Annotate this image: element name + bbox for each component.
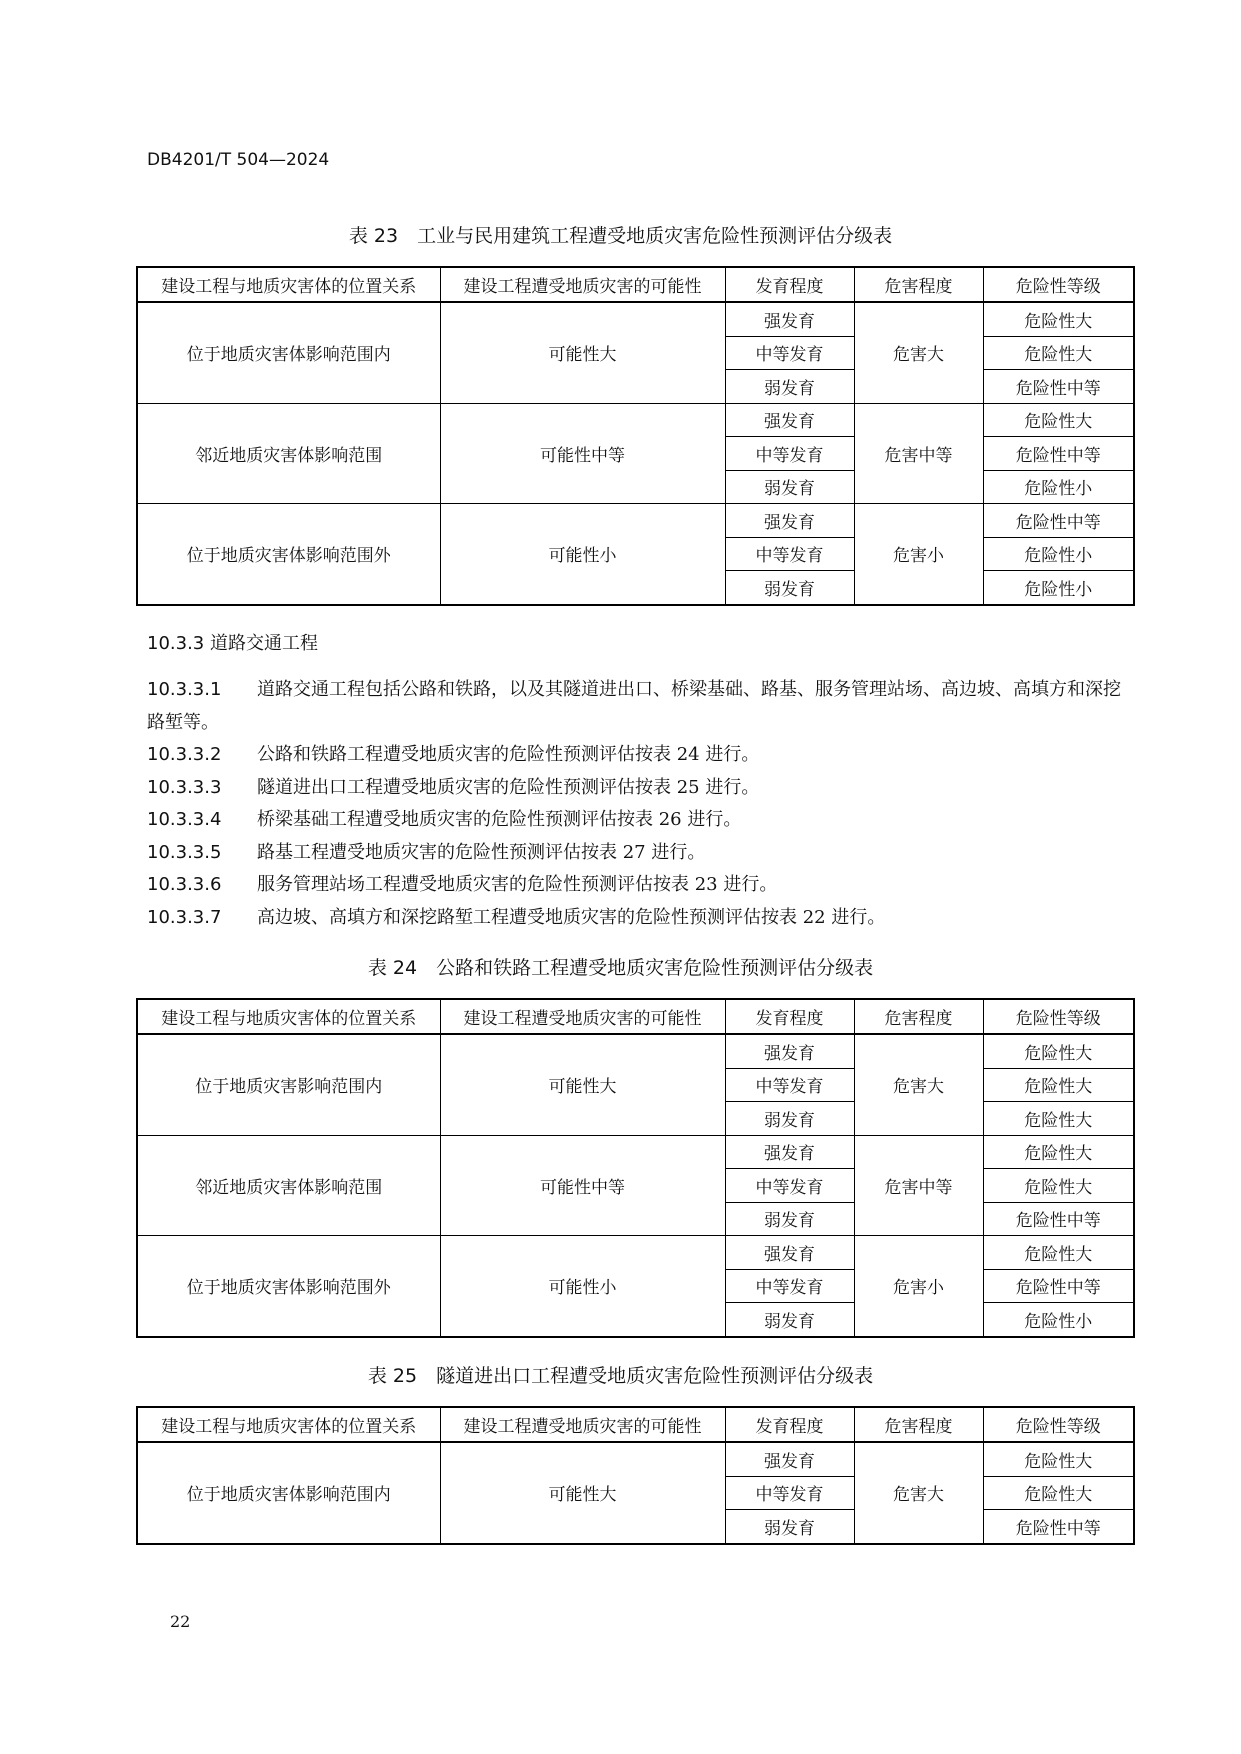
- development-cell: 弱发育: [725, 1510, 854, 1544]
- column-header: 危害程度: [854, 1407, 983, 1442]
- column-header: 危险性等级: [983, 267, 1134, 302]
- table-row: [137, 1442, 1134, 1476]
- column-header: 建设工程与地质灾害体的位置关系: [137, 1407, 440, 1442]
- table-row: [137, 1034, 1134, 1068]
- table-25: [136, 1406, 1135, 1545]
- development-cell: 强发育: [725, 302, 854, 336]
- development-cell: 弱发育: [725, 571, 854, 605]
- page-number: 22: [170, 1612, 191, 1631]
- development-cell: 弱发育: [725, 1202, 854, 1236]
- development-cell: 中等发育: [725, 1476, 854, 1510]
- table-row: [137, 1135, 1134, 1169]
- hazard-cell: 危害小: [854, 504, 983, 605]
- development-cell: 强发育: [725, 1034, 854, 1068]
- possibility-cell: 可能性大: [440, 1442, 725, 1544]
- paragraph: [147, 804, 1127, 837]
- risk-level-cell: 危险性大: [983, 1068, 1134, 1102]
- development-cell: 弱发育: [725, 1102, 854, 1136]
- risk-level-cell: 危险性中等: [983, 1269, 1134, 1303]
- position-cell: 邻近地质灾害体影响范围: [137, 403, 440, 504]
- development-cell: 中等发育: [725, 1068, 854, 1102]
- column-header: 建设工程与地质灾害体的位置关系: [137, 267, 440, 302]
- table-row: [137, 302, 1134, 336]
- clause-text: 服务管理站场工程遭受地质灾害的危险性预测评估按表 23 进行。: [257, 874, 778, 895]
- risk-level-cell: 危险性小: [983, 1303, 1134, 1337]
- clause-number: 10.3.3.3: [147, 776, 222, 798]
- risk-level-cell: 危险性大: [983, 336, 1134, 370]
- hazard-cell: 危害大: [854, 1442, 983, 1544]
- clause-text: 高边坡、高填方和深挖路堑工程遭受地质灾害的危险性预测评估按表 22 进行。: [257, 906, 886, 928]
- risk-level-cell: 危险性小: [983, 470, 1134, 504]
- table-23: [136, 266, 1135, 606]
- risk-level-cell: 危险性中等: [983, 370, 1134, 404]
- clause-number: 10.3.3.6: [147, 874, 222, 895]
- hazard-cell: 危害大: [854, 1034, 983, 1135]
- column-header: 危险性等级: [983, 999, 1134, 1034]
- position-cell: 位于地质灾害体影响范围外: [137, 504, 440, 605]
- development-cell: 强发育: [725, 1135, 854, 1169]
- development-cell: 强发育: [725, 403, 854, 437]
- clause-text: 桥梁基础工程遭受地质灾害的危险性预测评估按表 26 进行。: [257, 809, 742, 830]
- table-row: [137, 1236, 1134, 1270]
- development-cell: 弱发育: [725, 1303, 854, 1337]
- paragraph: [147, 902, 1127, 935]
- development-cell: 强发育: [725, 504, 854, 538]
- table-row: [137, 504, 1134, 538]
- column-header: 危害程度: [854, 267, 983, 302]
- table-23-title: 表 23 工业与民用建筑工程遭受地质灾害危险性预测评估分级表: [348, 225, 893, 247]
- risk-level-cell: 危险性大: [983, 1169, 1134, 1203]
- table-row: [137, 403, 1134, 437]
- risk-level-cell: 危险性大: [983, 1135, 1134, 1169]
- column-header: 危险性等级: [983, 1407, 1134, 1442]
- position-cell: 位于地质灾害影响范围内: [137, 1034, 440, 1135]
- possibility-cell: 可能性大: [440, 1034, 725, 1135]
- paragraph: [147, 772, 1127, 805]
- position-cell: 位于地质灾害体影响范围内: [137, 1442, 440, 1544]
- possibility-cell: 可能性大: [440, 302, 725, 403]
- clause-number: 10.3.3.7: [147, 906, 222, 928]
- column-header: 危害程度: [854, 999, 983, 1034]
- table-24-title: 表 24 公路和铁路工程遭受地质灾害危险性预测评估分级表: [367, 957, 874, 979]
- development-cell: 中等发育: [725, 537, 854, 571]
- development-cell: 弱发育: [725, 470, 854, 504]
- paragraph: [147, 837, 1127, 870]
- development-cell: 强发育: [725, 1236, 854, 1270]
- clause-number: 10.3.3.5: [147, 841, 222, 863]
- section-heading: 10.3.3 道路交通工程: [147, 633, 318, 654]
- position-cell: 位于地质灾害体影响范围内: [137, 302, 440, 403]
- paragraph: [147, 739, 1127, 772]
- development-cell: 中等发育: [725, 336, 854, 370]
- hazard-cell: 危害中等: [854, 403, 983, 504]
- possibility-cell: 可能性小: [440, 1236, 725, 1337]
- risk-level-cell: 危险性大: [983, 1102, 1134, 1136]
- position-cell: 位于地质灾害体影响范围外: [137, 1236, 440, 1337]
- clause-number: 10.3.3.1: [147, 679, 222, 700]
- risk-level-cell: 危险性中等: [983, 1510, 1134, 1544]
- column-header: 建设工程遭受地质灾害的可能性: [440, 999, 725, 1034]
- development-cell: 中等发育: [725, 1269, 854, 1303]
- possibility-cell: 可能性小: [440, 504, 725, 605]
- header-row: [137, 267, 1134, 302]
- column-header: 发育程度: [725, 1407, 854, 1442]
- possibility-cell: 可能性中等: [440, 403, 725, 504]
- header-row: [137, 999, 1134, 1034]
- possibility-cell: 可能性中等: [440, 1135, 725, 1236]
- risk-level-cell: 危险性中等: [983, 1202, 1134, 1236]
- column-header: 建设工程遭受地质灾害的可能性: [440, 267, 725, 302]
- development-cell: 强发育: [725, 1442, 854, 1476]
- header-row: [137, 1407, 1134, 1442]
- clause-text: 道路交通工程包括公路和铁路，以及其隧道进出口、桥梁基础、路基、服务管理站场、高边坡、高填方和深挖路堑等。: [147, 679, 1121, 733]
- development-cell: 中等发育: [725, 1169, 854, 1203]
- risk-level-cell: 危险性大: [983, 1034, 1134, 1068]
- risk-level-cell: 危险性中等: [983, 504, 1134, 538]
- column-header: 建设工程遭受地质灾害的可能性: [440, 1407, 725, 1442]
- document-code: DB4201/T 504—2024: [147, 150, 330, 170]
- table-25-title: 表 25 隧道进出口工程遭受地质灾害危险性预测评估分级表: [367, 1365, 874, 1387]
- clause-number: 10.3.3.2: [147, 744, 222, 765]
- clause-text: 隧道进出口工程遭受地质灾害的危险性预测评估按表 25 进行。: [257, 776, 760, 798]
- development-cell: 中等发育: [725, 437, 854, 471]
- paragraph: [147, 869, 1127, 902]
- section-paragraphs: [147, 674, 1127, 934]
- clause-text: 公路和铁路工程遭受地质灾害的危险性预测评估按表 24 进行。: [257, 744, 760, 765]
- column-header: 建设工程与地质灾害体的位置关系: [137, 999, 440, 1034]
- risk-level-cell: 危险性小: [983, 571, 1134, 605]
- risk-level-cell: 危险性大: [983, 1476, 1134, 1510]
- table-24: [136, 998, 1135, 1338]
- paragraph: [147, 674, 1127, 739]
- hazard-cell: 危害大: [854, 302, 983, 403]
- risk-level-cell: 危险性小: [983, 537, 1134, 571]
- development-cell: 弱发育: [725, 370, 854, 404]
- hazard-cell: 危害中等: [854, 1135, 983, 1236]
- clause-text: 路基工程遭受地质灾害的危险性预测评估按表 27 进行。: [257, 841, 706, 863]
- risk-level-cell: 危险性中等: [983, 437, 1134, 471]
- risk-level-cell: 危险性大: [983, 1442, 1134, 1476]
- column-header: 发育程度: [725, 267, 854, 302]
- column-header: 发育程度: [725, 999, 854, 1034]
- position-cell: 邻近地质灾害体影响范围: [137, 1135, 440, 1236]
- risk-level-cell: 危险性大: [983, 403, 1134, 437]
- risk-level-cell: 危险性大: [983, 1236, 1134, 1270]
- risk-level-cell: 危险性大: [983, 302, 1134, 336]
- clause-number: 10.3.3.4: [147, 809, 222, 830]
- hazard-cell: 危害小: [854, 1236, 983, 1337]
